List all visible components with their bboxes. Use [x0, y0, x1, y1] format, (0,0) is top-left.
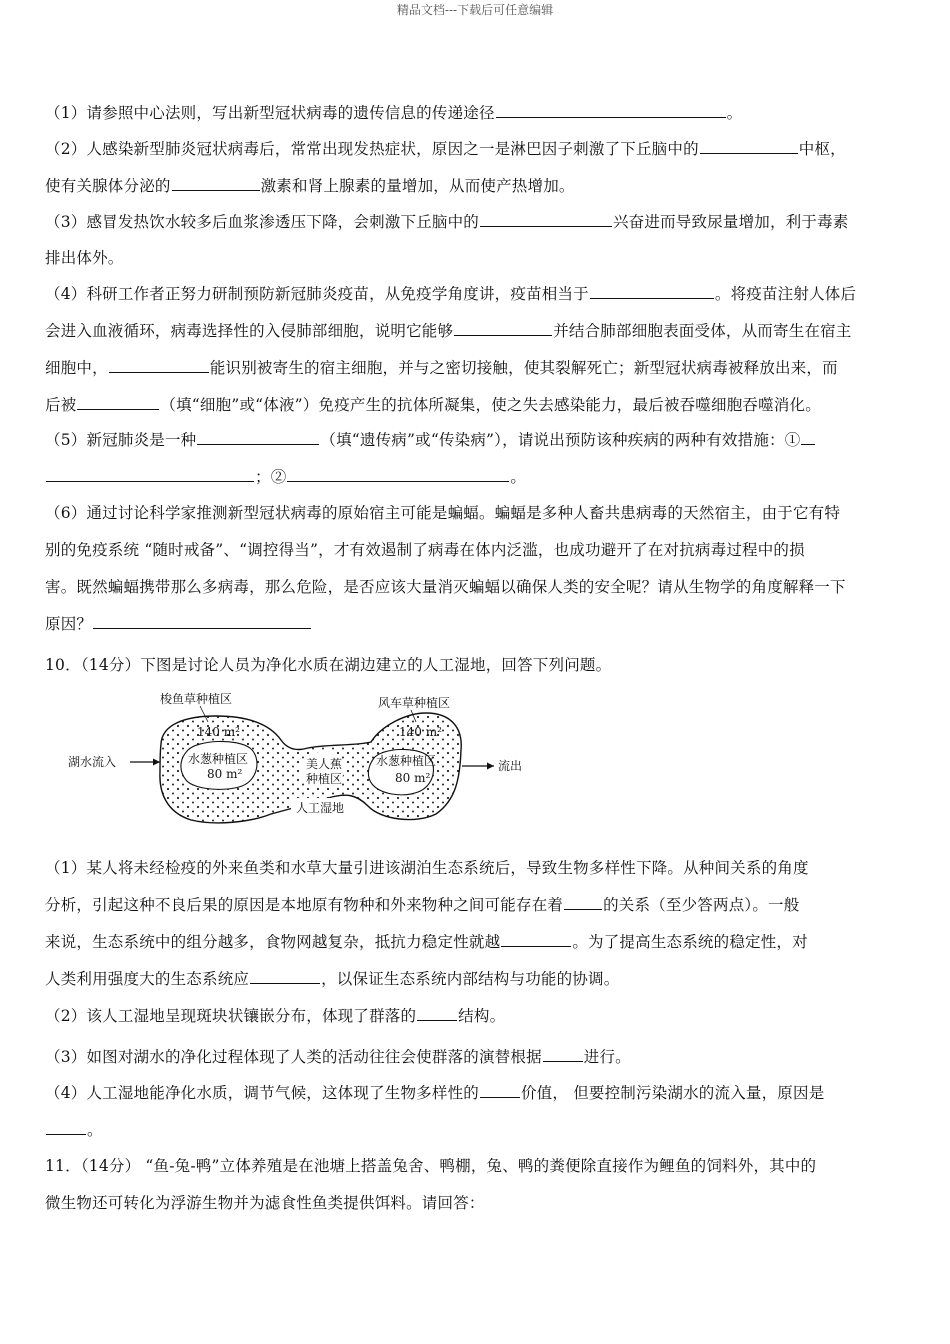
q10-part2: （2）该人工湿地呈现斑块状镶嵌分布，体现了群落的 结构。 — [45, 1007, 506, 1025]
area-left-outer: 140 m² — [197, 725, 240, 739]
label-outflow: 流出 — [498, 759, 523, 773]
label-middle-2: 种植区 — [306, 772, 343, 786]
answer-blank[interactable] — [109, 357, 209, 373]
q9-part4-line2: 会进入血液循环，病毒选择性的入侵肺部细胞，说明它能够 并结合肺部细胞表面受体，从而寄生在宿主 — [45, 322, 852, 340]
label-right-inner: 水葱种植区 — [376, 754, 437, 768]
q10-part1-line2: 分析，引起这种不良后果的原因是本地原有物种和外来物种之间可能存在着 的关系（至少答两点）。一般 — [45, 896, 800, 914]
q10-title: 10．（14分）下图是讨论人员为净化水质在湖边建立的人工湿地，回答下列问题。 — [45, 656, 612, 674]
q9-part6-line3: 害。既然蝙蝠携带那么多病毒，那么危险，是否应该大量消灭蝙蝠以确保人类的安全呢？请从生物学的角度解释一下 — [45, 578, 846, 596]
q9-part3-line2: 排出体外。 — [45, 249, 124, 267]
answer-blank[interactable] — [496, 102, 726, 118]
area-right-outer: 140 m² — [399, 725, 442, 739]
q11-line2: 微生物还可转化为浮游生物并为滤食性鱼类提供饵料。请回答： — [45, 1194, 485, 1212]
answer-blank[interactable] — [801, 429, 815, 445]
q9-part4-line4: 后被 （填“细胞”或“体液”）免疫产生的抗体所凝集，使之失去感染能力，最后被吞噬细胞吞噬消化。 — [45, 396, 821, 414]
q9-part6-line4: 原因？ — [45, 613, 312, 635]
answer-blank[interactable] — [46, 466, 254, 482]
answer-blank[interactable] — [564, 894, 602, 910]
label-left-zone: 梭鱼草种植区 — [160, 692, 233, 706]
q9-part4-line3: 细胞中， 能识别被寄生的宿主细胞，并与之密切接触，使其裂解死亡；新型冠状病毒被释放出来，而 — [45, 359, 838, 377]
answer-blank[interactable] — [93, 613, 311, 629]
q11-line1: 11．（14分） “鱼-兔-鸭”立体养殖是在池塘上搭盖兔舍、鸭棚，兔、鸭的粪便除直接作为鲤鱼的饲料外，其中的 — [45, 1157, 817, 1175]
page-header: 精品文档---下载后可任意编辑 — [396, 3, 554, 17]
q9-part4-line1: （4）科研工作者正努力研制预防新冠肺炎疫苗，从免疫学角度讲，疫苗相当于 。将疫苗注射人体后 — [45, 285, 857, 303]
q9-part3-line1: （3）感冒发热饮水较多后血浆渗透压下降，会刺激下丘脑中的 兴奋进而导致尿量增加，利于毒素 — [45, 213, 849, 231]
label-wetland: 人工湿地 — [296, 801, 345, 815]
answer-blank[interactable] — [197, 429, 319, 445]
q9-part2-line2: 使有关腺体分泌的 激素和肾上腺素的量增加，从而使产热增加。 — [45, 177, 575, 195]
answer-blank[interactable] — [480, 211, 612, 227]
answer-blank[interactable] — [543, 1046, 583, 1062]
label-inflow: 湖水流入 — [68, 755, 117, 769]
answer-blank[interactable] — [480, 1082, 520, 1098]
label-middle-1: 美人蕉 — [306, 757, 343, 771]
answer-blank[interactable] — [454, 320, 552, 336]
q9-part2-line1: （2）人感染新型肺炎冠状病毒后，常常出现发热症状，原因之一是淋巴因子刺激了下丘脑中的 中枢， — [45, 140, 846, 158]
inflow-arrowhead — [153, 759, 160, 766]
area-right-inner: 80 m² — [395, 771, 431, 785]
answer-blank[interactable] — [700, 138, 798, 154]
q9-part5-line2: ；② 。 — [45, 466, 526, 488]
answer-blank[interactable] — [77, 394, 159, 410]
q9-part5-line1: （5）新冠肺炎是一种 （填“遗传病”或“传染病”），请说出预防该种疾病的两种有效措施：① — [45, 429, 816, 451]
answer-blank[interactable] — [46, 1119, 86, 1135]
label-left-inner: 水葱种植区 — [188, 752, 249, 766]
q9-part6-line1: （6）通过讨论科学家推测新型冠状病毒的原始宿主可能是蝙蝠。蝙蝠是多种人畜共患病毒的天然宿主，由于它有特 — [45, 504, 841, 522]
q10-part4-line1: （4）人工湿地能净化水质，调节气候，这体现了生物多样性的 价值， 但要控制污染湖水的流入量，原因是 — [45, 1084, 825, 1102]
answer-blank[interactable] — [172, 175, 260, 191]
answer-blank[interactable] — [250, 968, 320, 984]
answer-blank[interactable] — [417, 1005, 457, 1021]
q10-part1-line3: 来说，生态系统中的组分越多，食物网越复杂，抵抗力稳定性就越 。为了提高生态系统的稳定性，对 — [45, 933, 808, 951]
q9-part6-line2: 别的免疫系统 “随时戒备”、“调控得当”，才有效遏制了病毒在体内泛滥，也成功避开了在对抗病毒过程中的损 — [45, 541, 805, 559]
q10-part1-line1: （1）某人将未经检疫的外来鱼类和水草大量引进该湖泊生态系统后，导致生物多样性下降。从种间关系的角度 — [45, 859, 809, 877]
label-right-zone: 风车草种植区 — [378, 696, 451, 710]
answer-blank[interactable] — [501, 931, 571, 947]
q10-part1-line4: 人类利用强度大的生态系统应 ，以保证生态系统内部结构与功能的协调。 — [45, 970, 620, 988]
q10-part3: （3）如图对湖水的净化过程体现了人类的活动往往会使群落的演替根据 进行。 — [45, 1048, 631, 1066]
outflow-arrowhead — [487, 763, 494, 770]
answer-blank[interactable] — [287, 466, 509, 482]
wetland-diagram — [66, 688, 536, 830]
q10-part4-line2: 。 — [45, 1119, 103, 1141]
area-left-inner: 80 m² — [207, 767, 243, 781]
q9-part1: （1）请参照中心法则，写出新型冠状病毒的遗传信息的传递途径 。 — [45, 104, 743, 122]
answer-blank[interactable] — [590, 283, 714, 299]
